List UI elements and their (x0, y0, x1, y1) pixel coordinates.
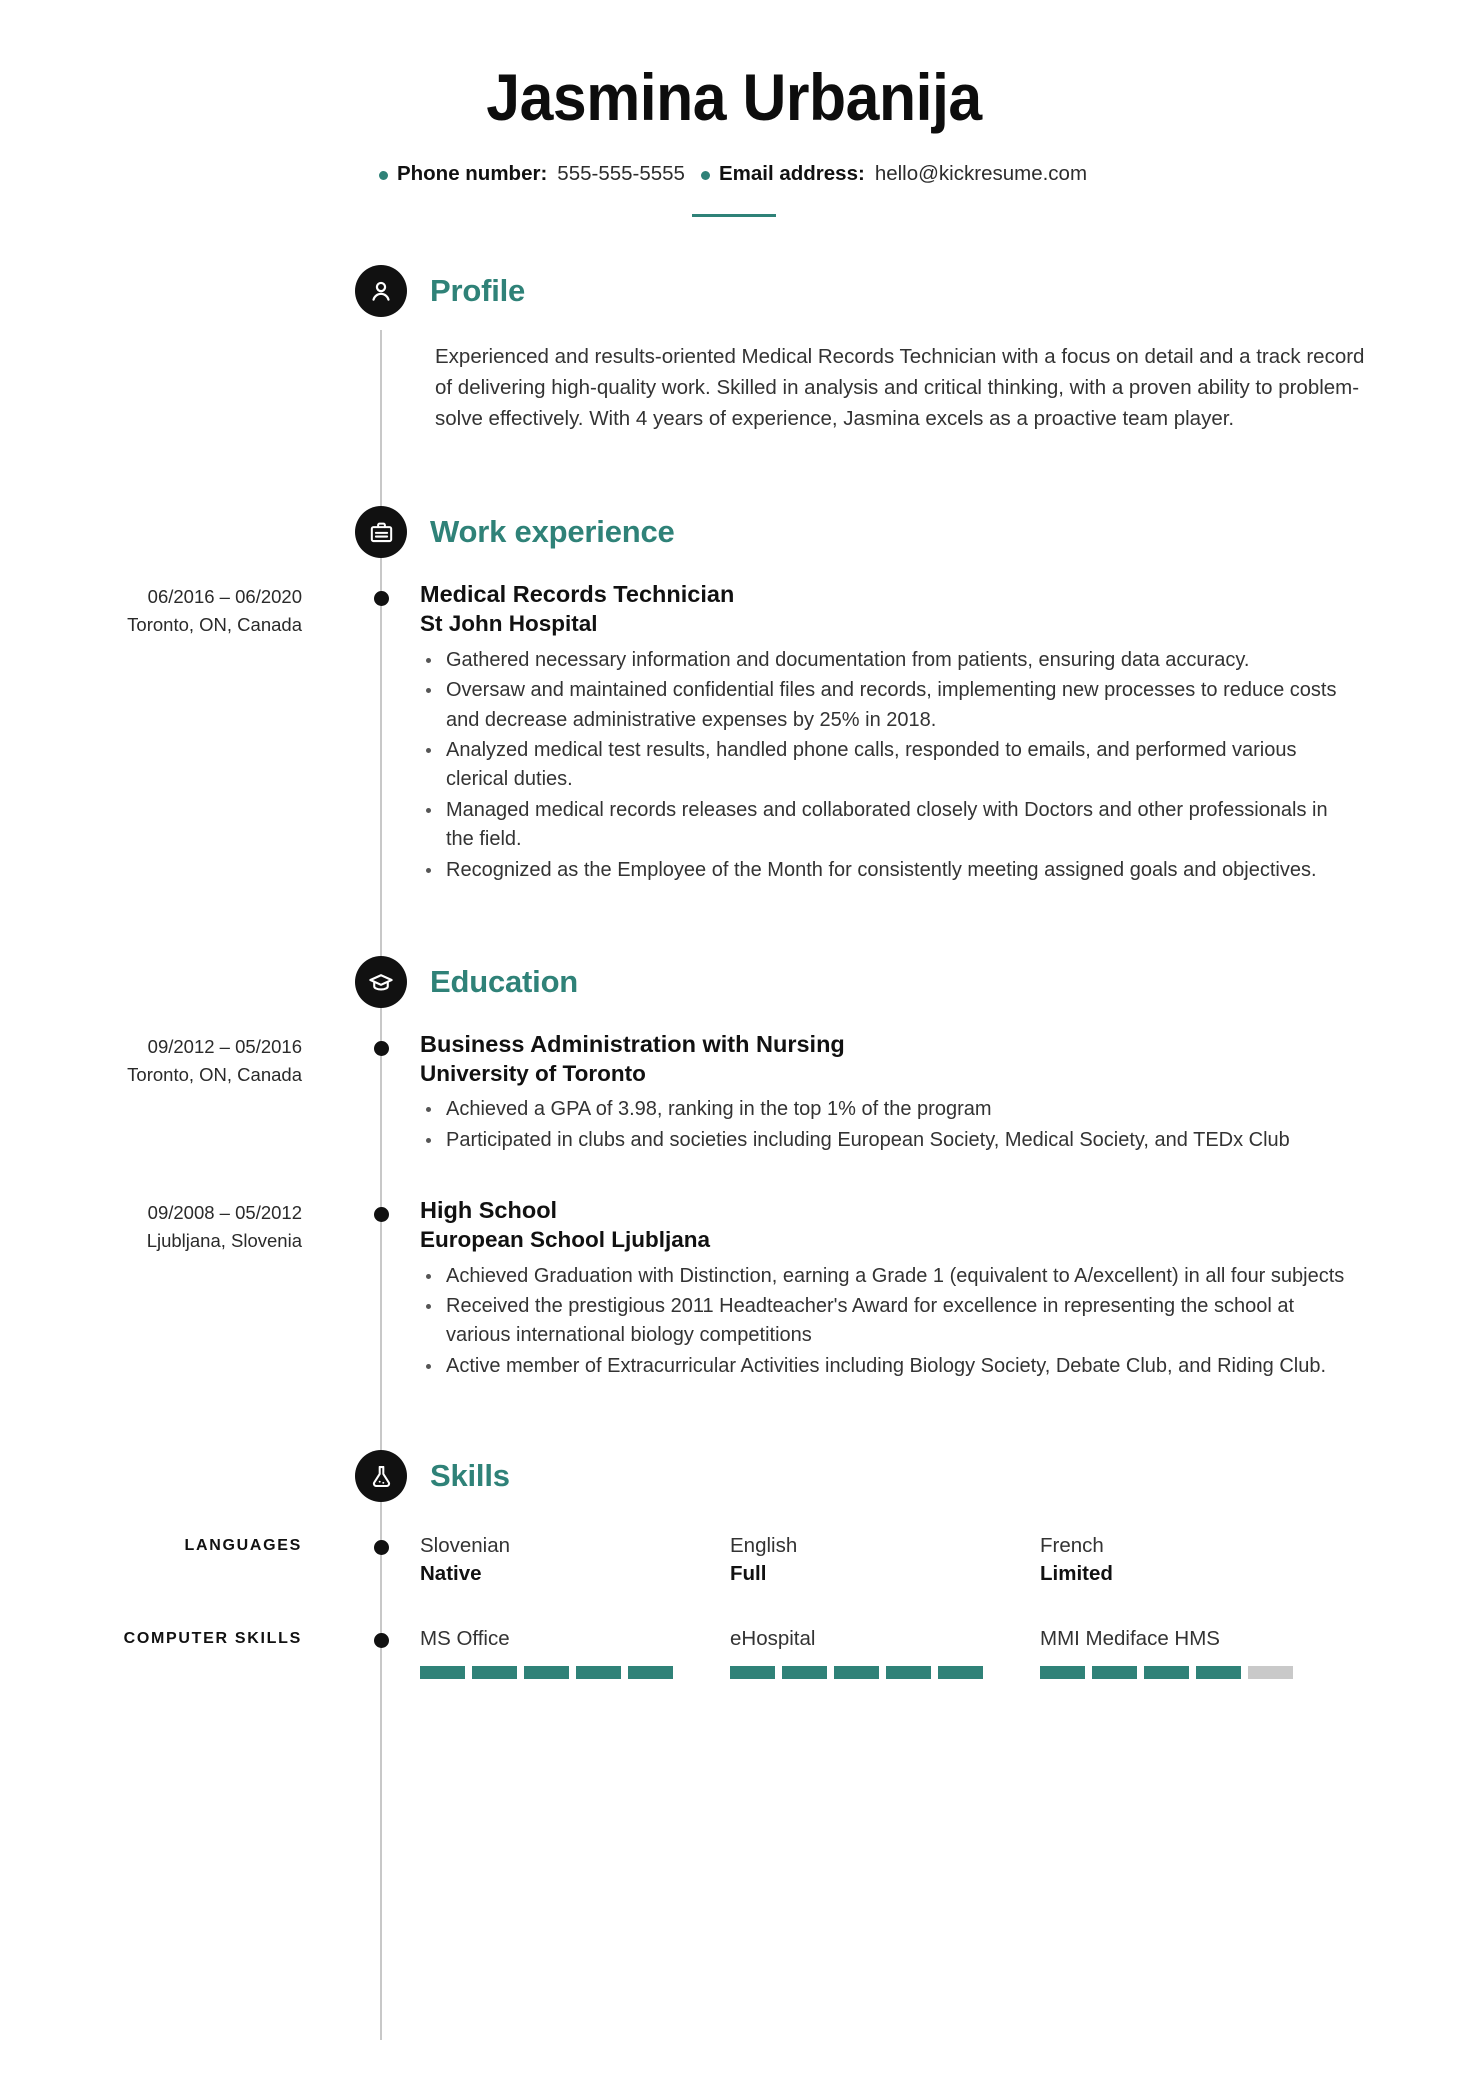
list-item: Achieved a GPA of 3.98, ranking in the top 1% of the program (420, 1095, 1348, 1124)
skill-group-languages (0, 1532, 1468, 1587)
list-item: Oversaw and maintained confidential files and records, implementing new processes to reduce costs and decrease administrative expenses by 25% in 2018. (420, 676, 1348, 735)
section-header-work-experience (355, 506, 1468, 558)
rating-bar-filled (524, 1666, 569, 1679)
list-item: Recognized as the Employee of the Month for consistently meeting assigned goals and objectives. (420, 856, 1348, 885)
education-entry-title: High School (420, 1197, 558, 1224)
skill-name: eHospital (730, 1627, 816, 1651)
education-entry-organization: European School Ljubljana (420, 1226, 711, 1252)
rating-bar-filled (1040, 1666, 1085, 1679)
bullet-dot-icon (701, 171, 710, 180)
rating-bar-filled (576, 1666, 621, 1679)
section-work-experience (0, 506, 1468, 886)
section-title-profile: Profile (430, 272, 526, 308)
section-header-education (355, 956, 1468, 1008)
education-entry-location: Ljubljana, Slovenia (146, 1230, 302, 1252)
briefcase-icon (355, 506, 407, 558)
work-entry-meta (0, 580, 340, 886)
rating-bar-filled (782, 1666, 827, 1679)
work-entry-organization: St John Hospital (420, 611, 598, 637)
section-profile (0, 265, 1468, 434)
timeline-node-icon (374, 591, 389, 606)
rating-bar-filled (1092, 1666, 1137, 1679)
bullet-dot-icon (379, 171, 388, 180)
person-icon (355, 265, 407, 317)
list-item: Active member of Extracurricular Activities including Biology Society, Debate Club, and Riding Club. (420, 1352, 1348, 1381)
skill-items (420, 1625, 1468, 1679)
list-item: Gathered necessary information and documentation from patients, ensuring data accuracy. (420, 646, 1348, 675)
skill-item (420, 1625, 730, 1679)
education-entry-dates: 09/2012 – 05/2016 (147, 1035, 302, 1057)
rating-bar-filled (1144, 1666, 1189, 1679)
skill-name: Slovenian (420, 1534, 511, 1558)
graduation-cap-icon (355, 956, 407, 1008)
work-entry-location: Toronto, ON, Canada (127, 614, 302, 636)
section-header-skills (355, 1450, 1468, 1502)
timeline-node-icon (374, 1633, 389, 1648)
skill-level: Native (420, 1561, 482, 1585)
email-label: Email address: (718, 162, 865, 186)
rating-bar-filled (730, 1666, 775, 1679)
timeline-node-icon (374, 1207, 389, 1222)
timeline-node-icon (374, 1041, 389, 1056)
skill-rating-bars (1040, 1666, 1350, 1679)
rating-bar-filled (420, 1666, 465, 1679)
education-entry-meta (0, 1030, 340, 1156)
skill-group-label: LANGUAGES (184, 1537, 302, 1555)
education-entry-body (420, 1030, 1468, 1156)
skill-items (420, 1532, 1468, 1587)
education-entry-location: Toronto, ON, Canada (127, 1064, 302, 1086)
rating-bar-filled (834, 1666, 879, 1679)
skill-rating-bars (730, 1666, 1040, 1679)
skill-rating-bars (420, 1666, 730, 1679)
skill-item (1040, 1625, 1350, 1679)
list-item: Received the prestigious 2011 Headteacher's Award for excellence in representing the school at various international biology competitions (420, 1292, 1348, 1351)
rating-bar-filled (472, 1666, 517, 1679)
education-entry-organization: University of Toronto (420, 1060, 646, 1086)
education-entry-bullets (420, 1262, 1348, 1382)
resume-header (0, 0, 1468, 217)
education-entry-dates: 09/2008 – 05/2012 (147, 1202, 302, 1224)
rating-bar-filled (628, 1666, 673, 1679)
skill-name: MS Office (420, 1627, 510, 1651)
section-education (0, 956, 1468, 1382)
rating-bar-filled (886, 1666, 931, 1679)
section-skills (0, 1450, 1468, 1679)
skill-name: MMI Mediface HMS (1040, 1627, 1220, 1651)
email-value[interactable]: hello@kickresume.com (874, 162, 1088, 186)
work-entry-dates: 06/2016 – 06/2020 (147, 586, 302, 608)
section-title-education: Education (430, 963, 579, 999)
skill-name: English (730, 1534, 798, 1558)
timeline-node-icon (374, 1540, 389, 1555)
page-title: Jasmina Urbanija (486, 60, 982, 134)
education-entry (0, 1030, 1468, 1156)
list-item: Achieved Graduation with Distinction, earning a Grade 1 (equivalent to A/excellent) in all four subjects (420, 1262, 1348, 1291)
list-item: Managed medical records releases and collaborated closely with Doctors and other professionals in the field. (420, 796, 1348, 855)
section-title-skills: Skills (430, 1458, 510, 1494)
list-item: Participated in clubs and societies including European Society, Medical Society, and TEDx Club (420, 1126, 1348, 1155)
skill-item (730, 1625, 1040, 1679)
section-header-profile (355, 265, 1468, 317)
skill-item (730, 1532, 1040, 1587)
work-entry (0, 580, 1468, 886)
work-entry-body (420, 580, 1468, 886)
education-entry-body (420, 1196, 1468, 1382)
list-item: Analyzed medical test results, handled phone calls, responded to emails, and performed various clerical duties. (420, 736, 1348, 795)
education-entry-title: Business Administration with Nursing (420, 1030, 845, 1057)
phone-label: Phone number: (396, 162, 548, 186)
rating-bar-filled (938, 1666, 983, 1679)
rating-bar-filled (1196, 1666, 1241, 1679)
section-title-work-experience: Work experience (430, 514, 675, 550)
education-entry-bullets (420, 1095, 1348, 1155)
skill-group-computer-skills (0, 1625, 1468, 1679)
skill-level: Full (730, 1561, 767, 1585)
skill-group-label: COMPUTER SKILLS (123, 1630, 302, 1648)
profile-text: Experienced and results-oriented Medical Records Technician with a focus on detail and a track record of delivering high-quality work. Skilled in analysis and critical thinking, with a proven ability to problem-solve effectively. With 4 years of experience, Jasmina excels as a proactive team player. (435, 344, 1365, 431)
flask-icon (355, 1450, 407, 1502)
rating-bar-empty (1248, 1666, 1293, 1679)
skill-item (420, 1532, 730, 1587)
skill-level: Limited (1040, 1561, 1113, 1585)
skill-item (1040, 1532, 1350, 1587)
work-entry-title: Medical Records Technician (420, 581, 735, 608)
education-entry-meta (0, 1196, 340, 1382)
education-entry (0, 1196, 1468, 1382)
phone-value[interactable]: 555-555-5555 (557, 162, 685, 186)
contact-line (0, 161, 1468, 188)
skill-name: French (1040, 1534, 1104, 1558)
work-entry-bullets (420, 646, 1348, 885)
